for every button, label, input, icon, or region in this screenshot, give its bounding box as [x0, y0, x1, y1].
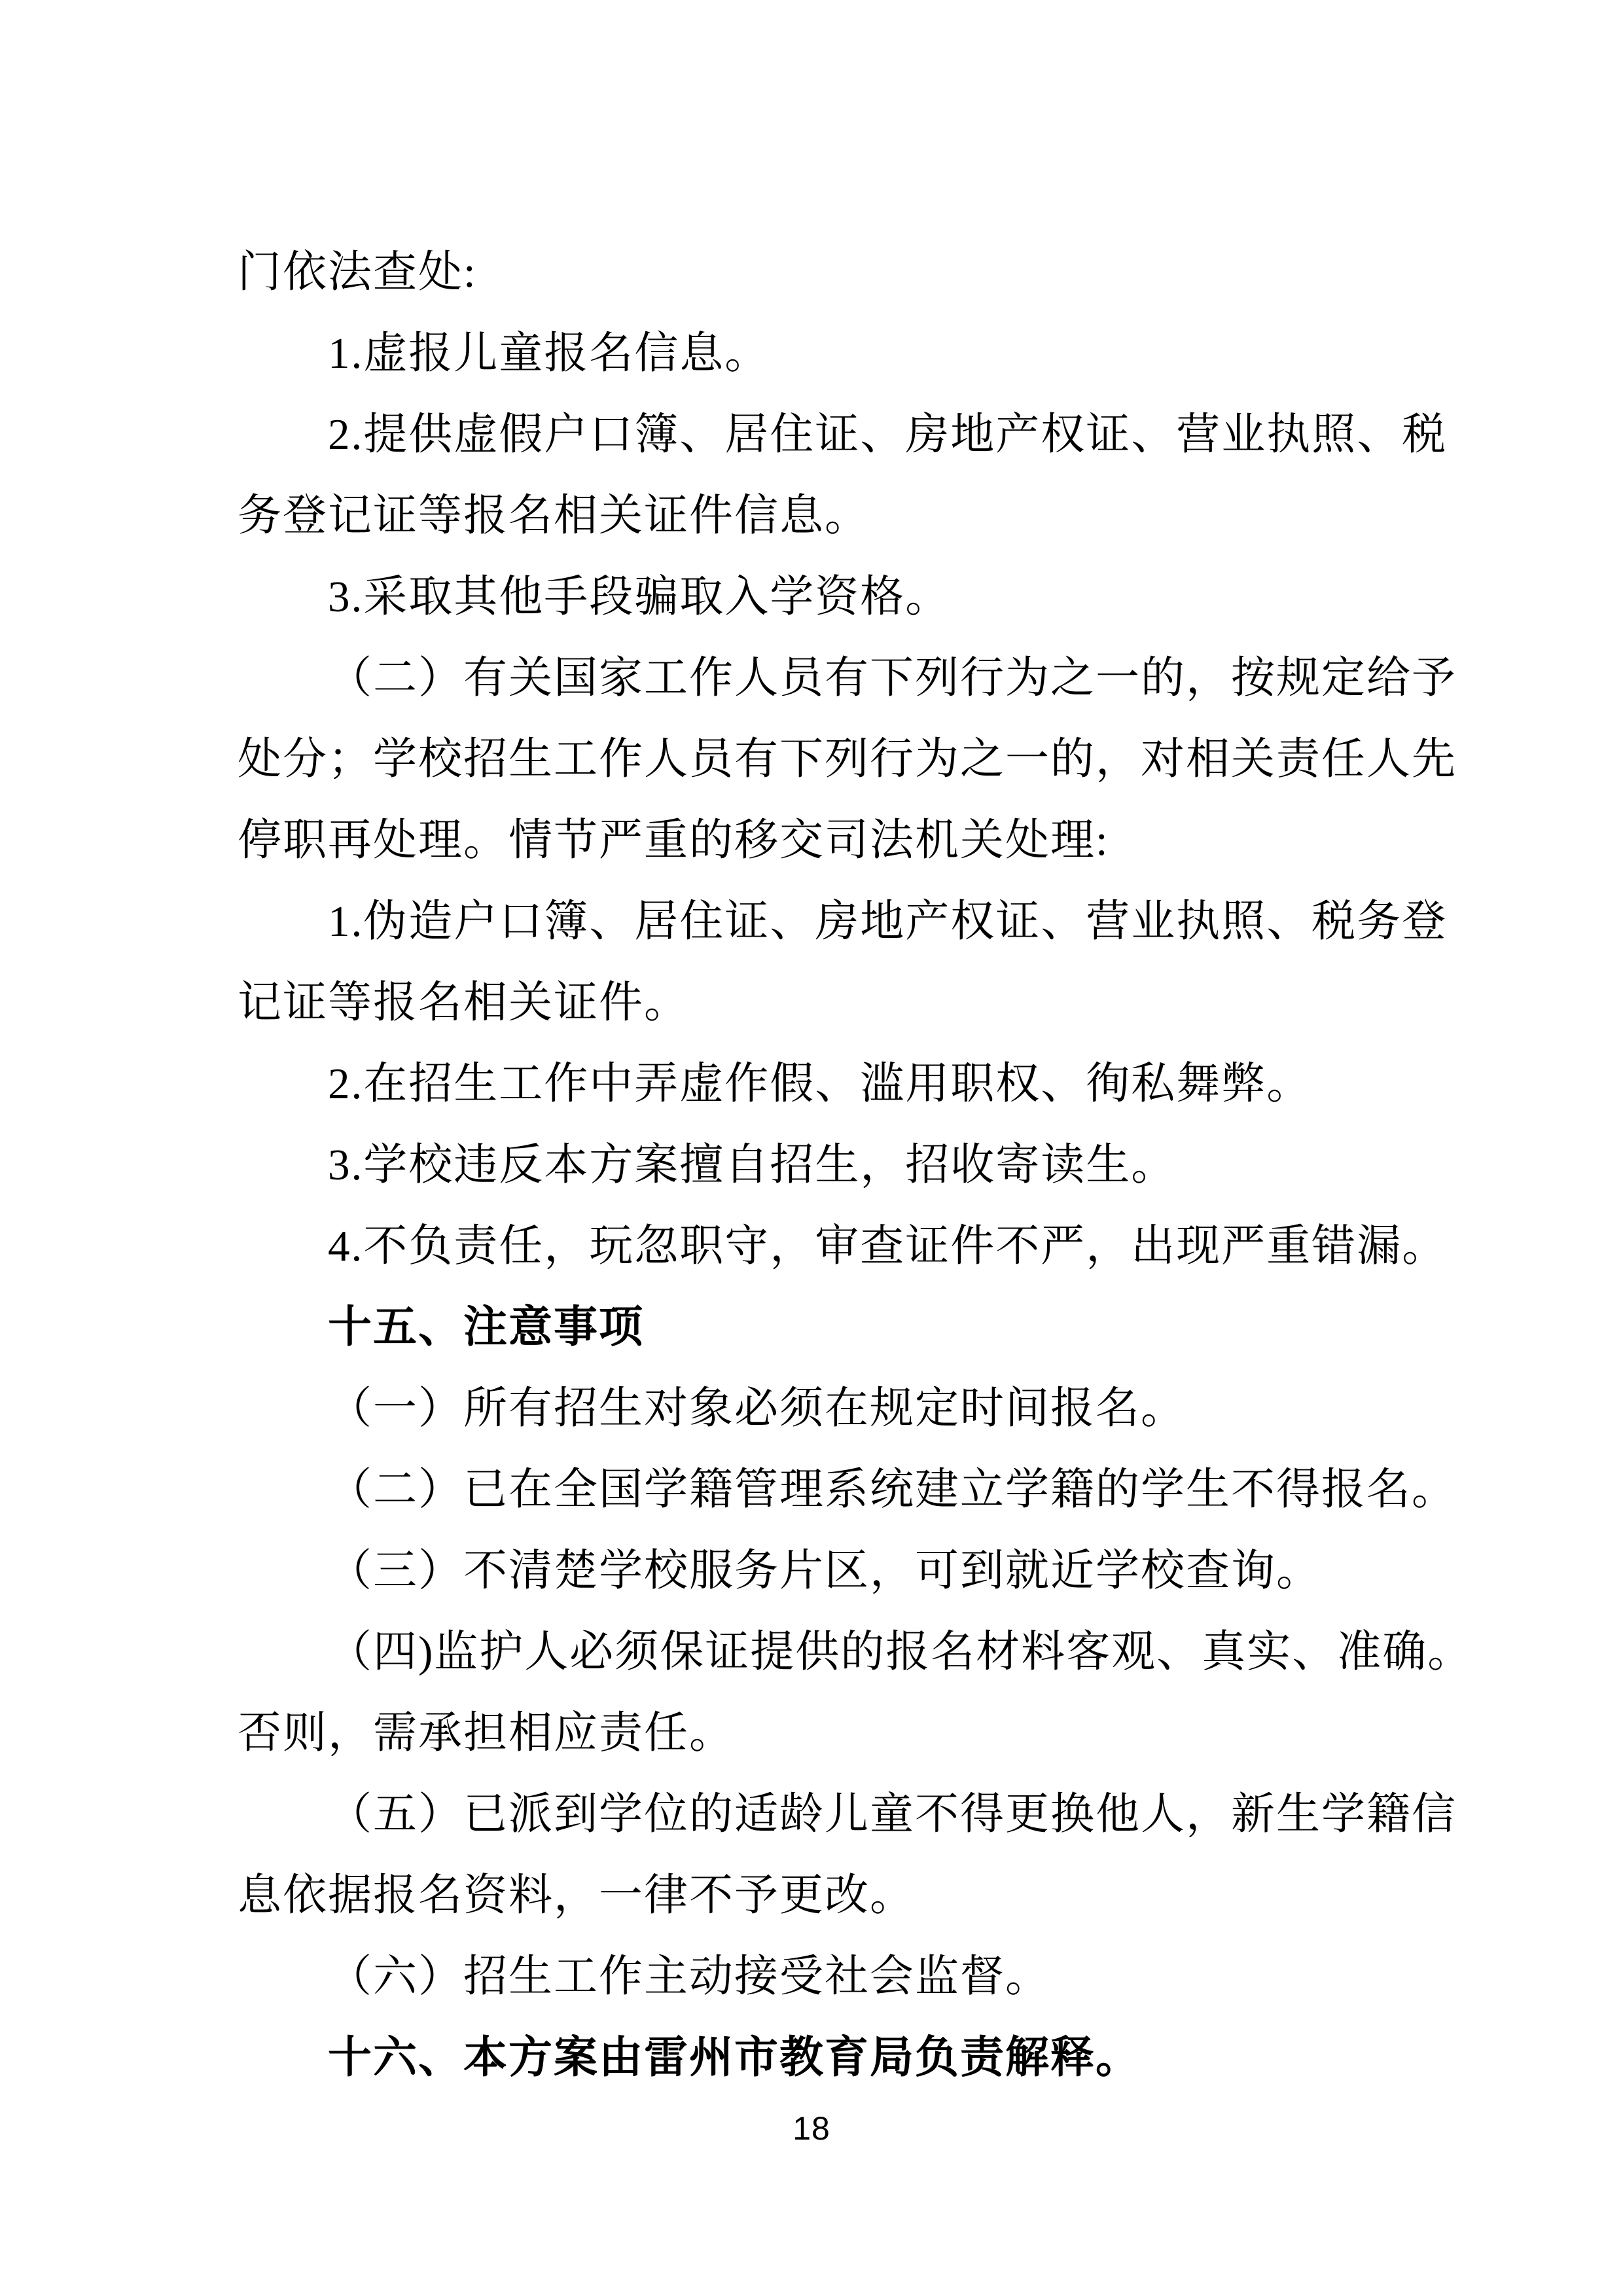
text-line: （二）已在全国学籍管理系统建立学籍的学生不得报名。 [328, 1465, 1457, 1514]
page-number: 18 [793, 2110, 830, 2147]
text-line: 停职再处理。情节严重的移交司法机关处理: [238, 816, 1109, 865]
text-line: 1.虚报儿童报名信息。 [328, 329, 770, 378]
text-line: 否则，需承担相应责任。 [238, 1709, 734, 1757]
text-line: 2.在招生工作中弄虚作假、滥用职权、徇私舞弊。 [328, 1060, 1312, 1108]
text-line: 3.采取其他手段骗取入学资格。 [328, 573, 951, 621]
text-line: 记证等报名相关证件。 [238, 978, 689, 1027]
text-line: （一）所有招生对象必须在规定时间报名。 [328, 1384, 1186, 1433]
text-line: 3.学校违反本方案擅自招生，招收寄读生。 [328, 1141, 1177, 1189]
text-line: 4.不负责任，玩忽职守，审查证件不严，出现严重错漏。 [328, 1222, 1448, 1270]
section-heading: 十六、本方案由雷州市教育局负责解释。 [328, 2033, 1141, 2082]
text-line: （三）不清楚学校服务片区，可到就近学校查询。 [328, 1547, 1321, 1595]
text-line: （四)监护人必须保证提供的报名材料客观、真实、准确。 [328, 1628, 1473, 1676]
text-line: 门依法查处: [238, 248, 477, 296]
text-line: （五）已派到学位的适龄儿童不得更换他人，新生学籍信 [328, 1790, 1457, 1839]
section-heading: 十五、注意事项 [328, 1302, 644, 1352]
document-body [238, 232, 1473, 2098]
text-line: （六）招生工作主动接受社会监督。 [328, 1952, 1050, 2001]
text-line: （二）有关国家工作人员有下列行为之一的，按规定给予 [328, 654, 1457, 702]
text-line: 息依据报名资料，一律不予更改。 [238, 1871, 915, 1920]
text-line: 1.伪造户口簿、居住证、房地产权证、营业执照、税务登 [328, 897, 1448, 946]
text-line: 务登记证等报名相关证件信息。 [238, 492, 870, 540]
text-line: 2.提供虚假户口簿、居住证、房地产权证、营业执照、税 [328, 410, 1448, 459]
text-line: 处分；学校招生工作人员有下列行为之一的，对相关责任人先 [238, 735, 1457, 783]
